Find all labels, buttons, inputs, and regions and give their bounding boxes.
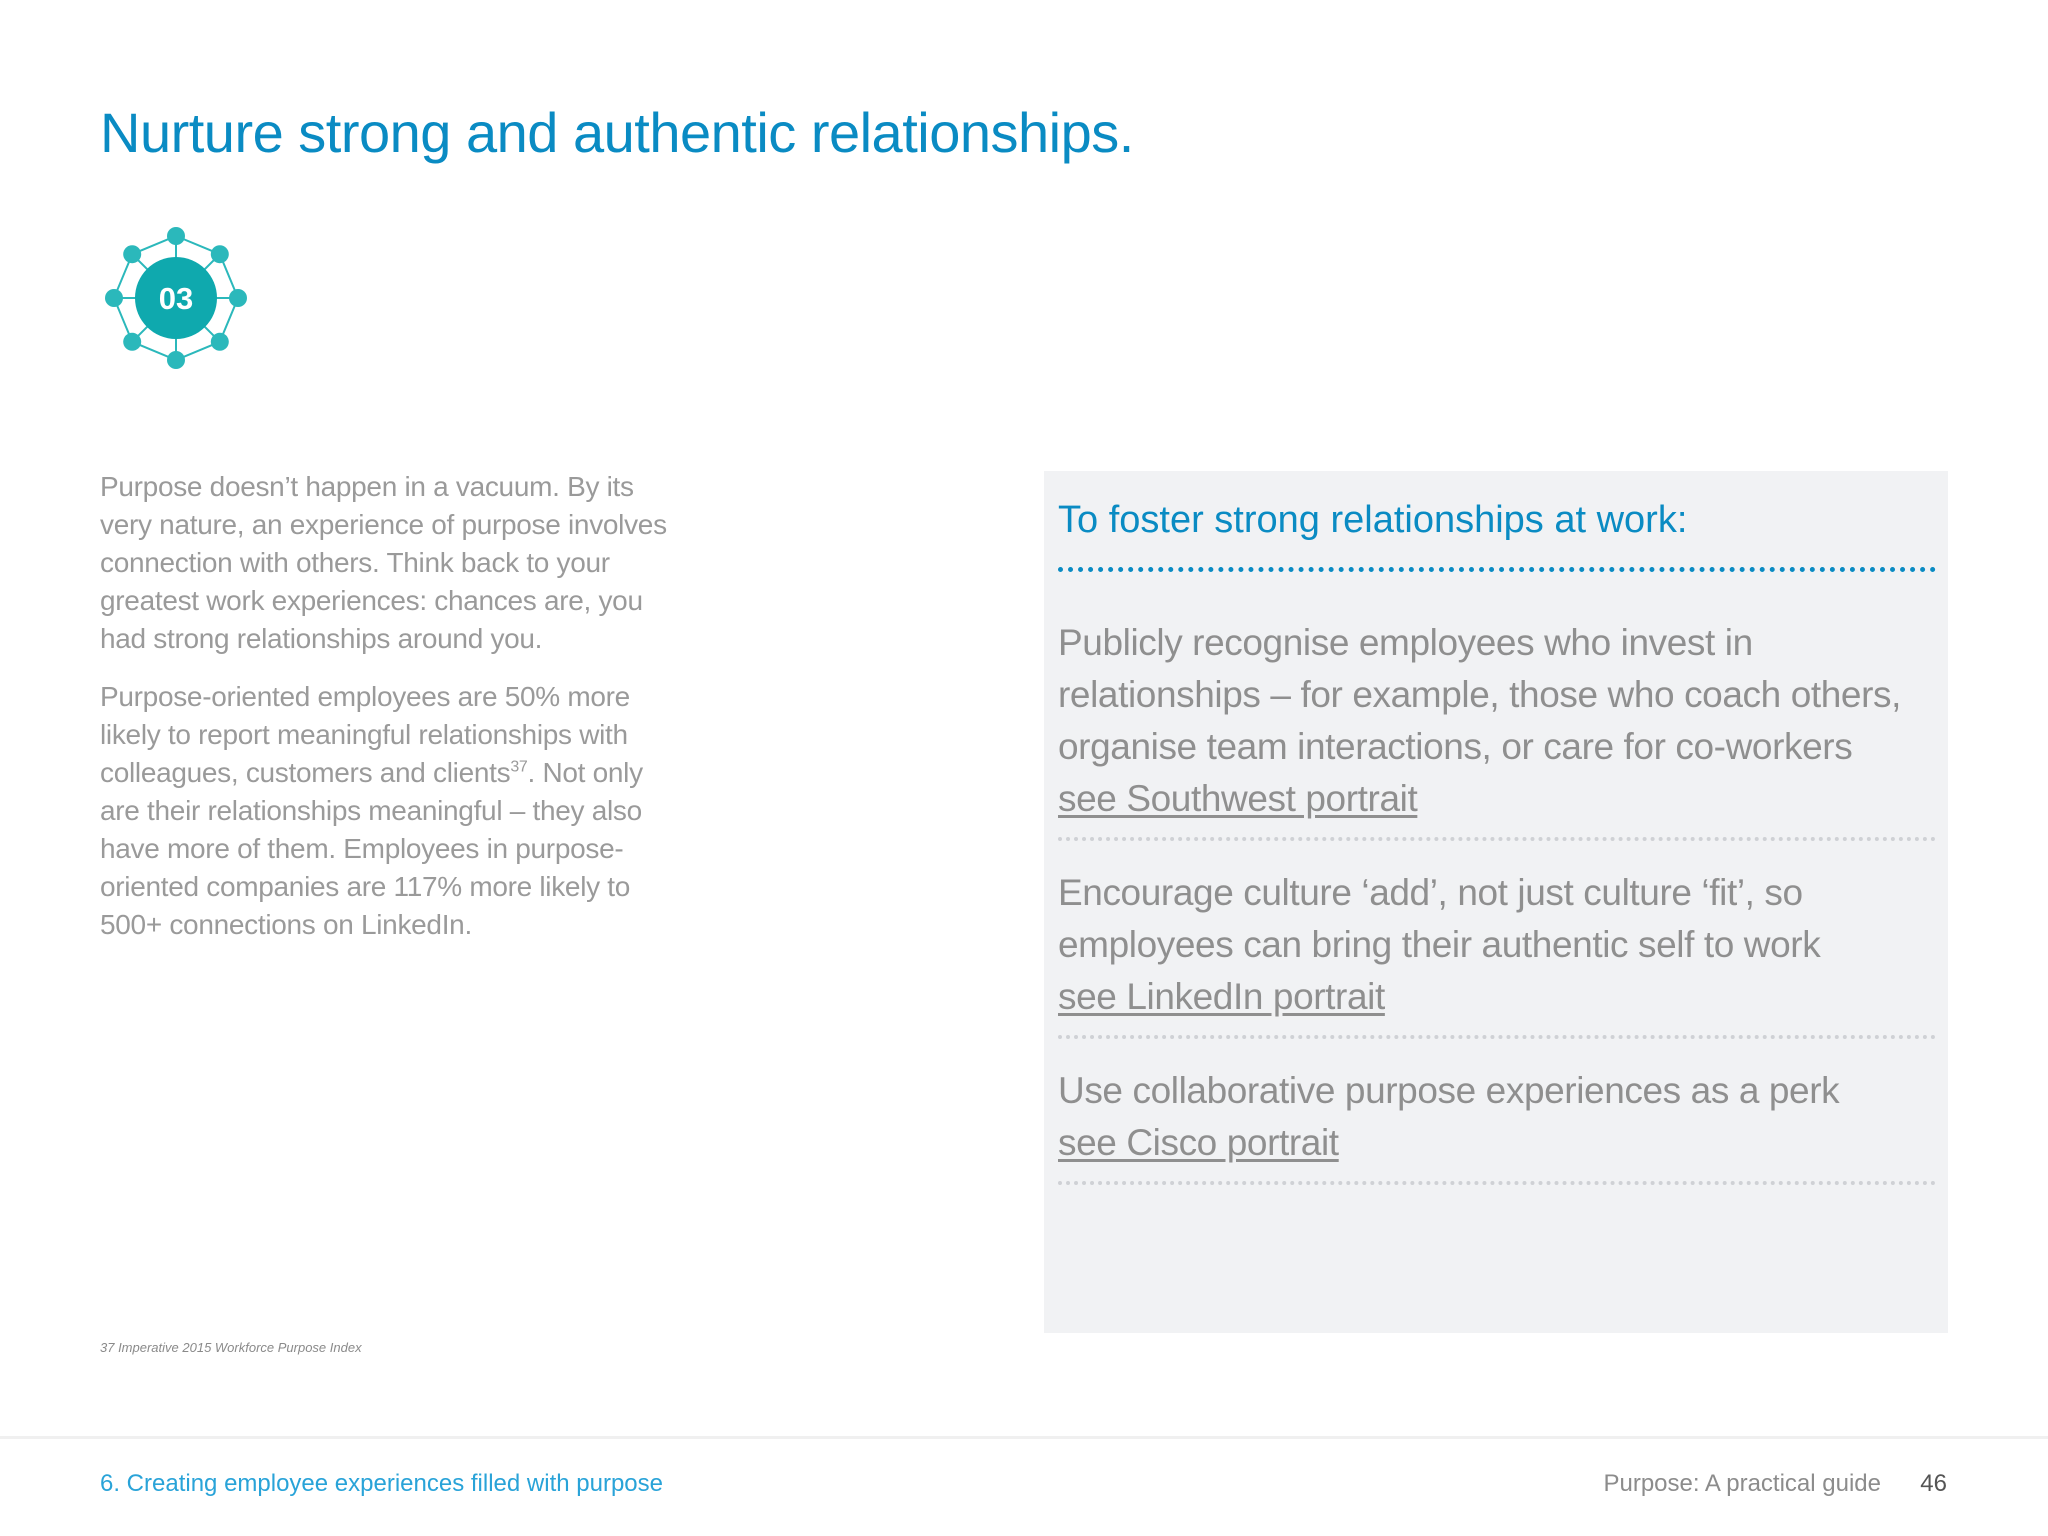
tip-item xyxy=(1058,1065,1936,1185)
tips-list xyxy=(1058,617,1936,1211)
footer-document-title: Purpose: A practical guide xyxy=(1603,1470,1881,1497)
page-number: 46 xyxy=(1920,1470,1947,1497)
linkedin-portrait-link[interactable]: see LinkedIn portrait xyxy=(1058,976,1385,1017)
page-title: Nurture strong and authentic relationships. xyxy=(100,101,1134,164)
footer-divider xyxy=(0,1436,2048,1439)
network-badge-icon xyxy=(96,218,256,378)
tips-heading: To foster strong relationships at work: xyxy=(1058,499,1688,541)
tips-panel xyxy=(1044,471,1948,1333)
badge-number: 03 xyxy=(158,281,194,316)
footer-section-title: 6. Creating employee experiences filled with purpose xyxy=(100,1470,663,1497)
tip-text: Encourage culture ‘add’, not just culture ‘fit’, so employees can bring their authentic self to work xyxy=(1058,872,1821,965)
intro-paragraph-2-text-end: . Not only are their relationships meaningful – they also have more of them. Employees in purpose-oriented companies are 117% more likely to 500+ connections on LinkedIn. xyxy=(100,757,643,940)
intro-text xyxy=(100,468,680,964)
tip-item xyxy=(1058,617,1936,841)
intro-paragraph-2-text: Purpose-oriented employees are 50% more likely to report meaningful relationships with colleagues, customers and clients xyxy=(100,681,630,788)
tip-text: Publicly recognise employees who invest in relationships – for example, those who coach others, organise team interactions, or care for co-workers xyxy=(1058,622,1902,767)
footnote-ref: 37 xyxy=(510,758,528,776)
southwest-portrait-link[interactable]: see Southwest portrait xyxy=(1058,778,1418,819)
heading-divider xyxy=(1058,567,1936,572)
tip-text: Use collaborative purpose experiences as a perk xyxy=(1058,1070,1840,1111)
intro-paragraph-1: Purpose doesn’t happen in a vacuum. By its very nature, an experience of purpose involves connection with others. Think back to your greatest work experiences: chances are, you had strong relationships around you. xyxy=(100,471,667,654)
tip-item xyxy=(1058,867,1936,1039)
intro-paragraph-2 xyxy=(100,678,680,944)
cisco-portrait-link[interactable]: see Cisco portrait xyxy=(1058,1122,1339,1163)
footnote: 37 Imperative 2015 Workforce Purpose Index xyxy=(100,1340,362,1355)
